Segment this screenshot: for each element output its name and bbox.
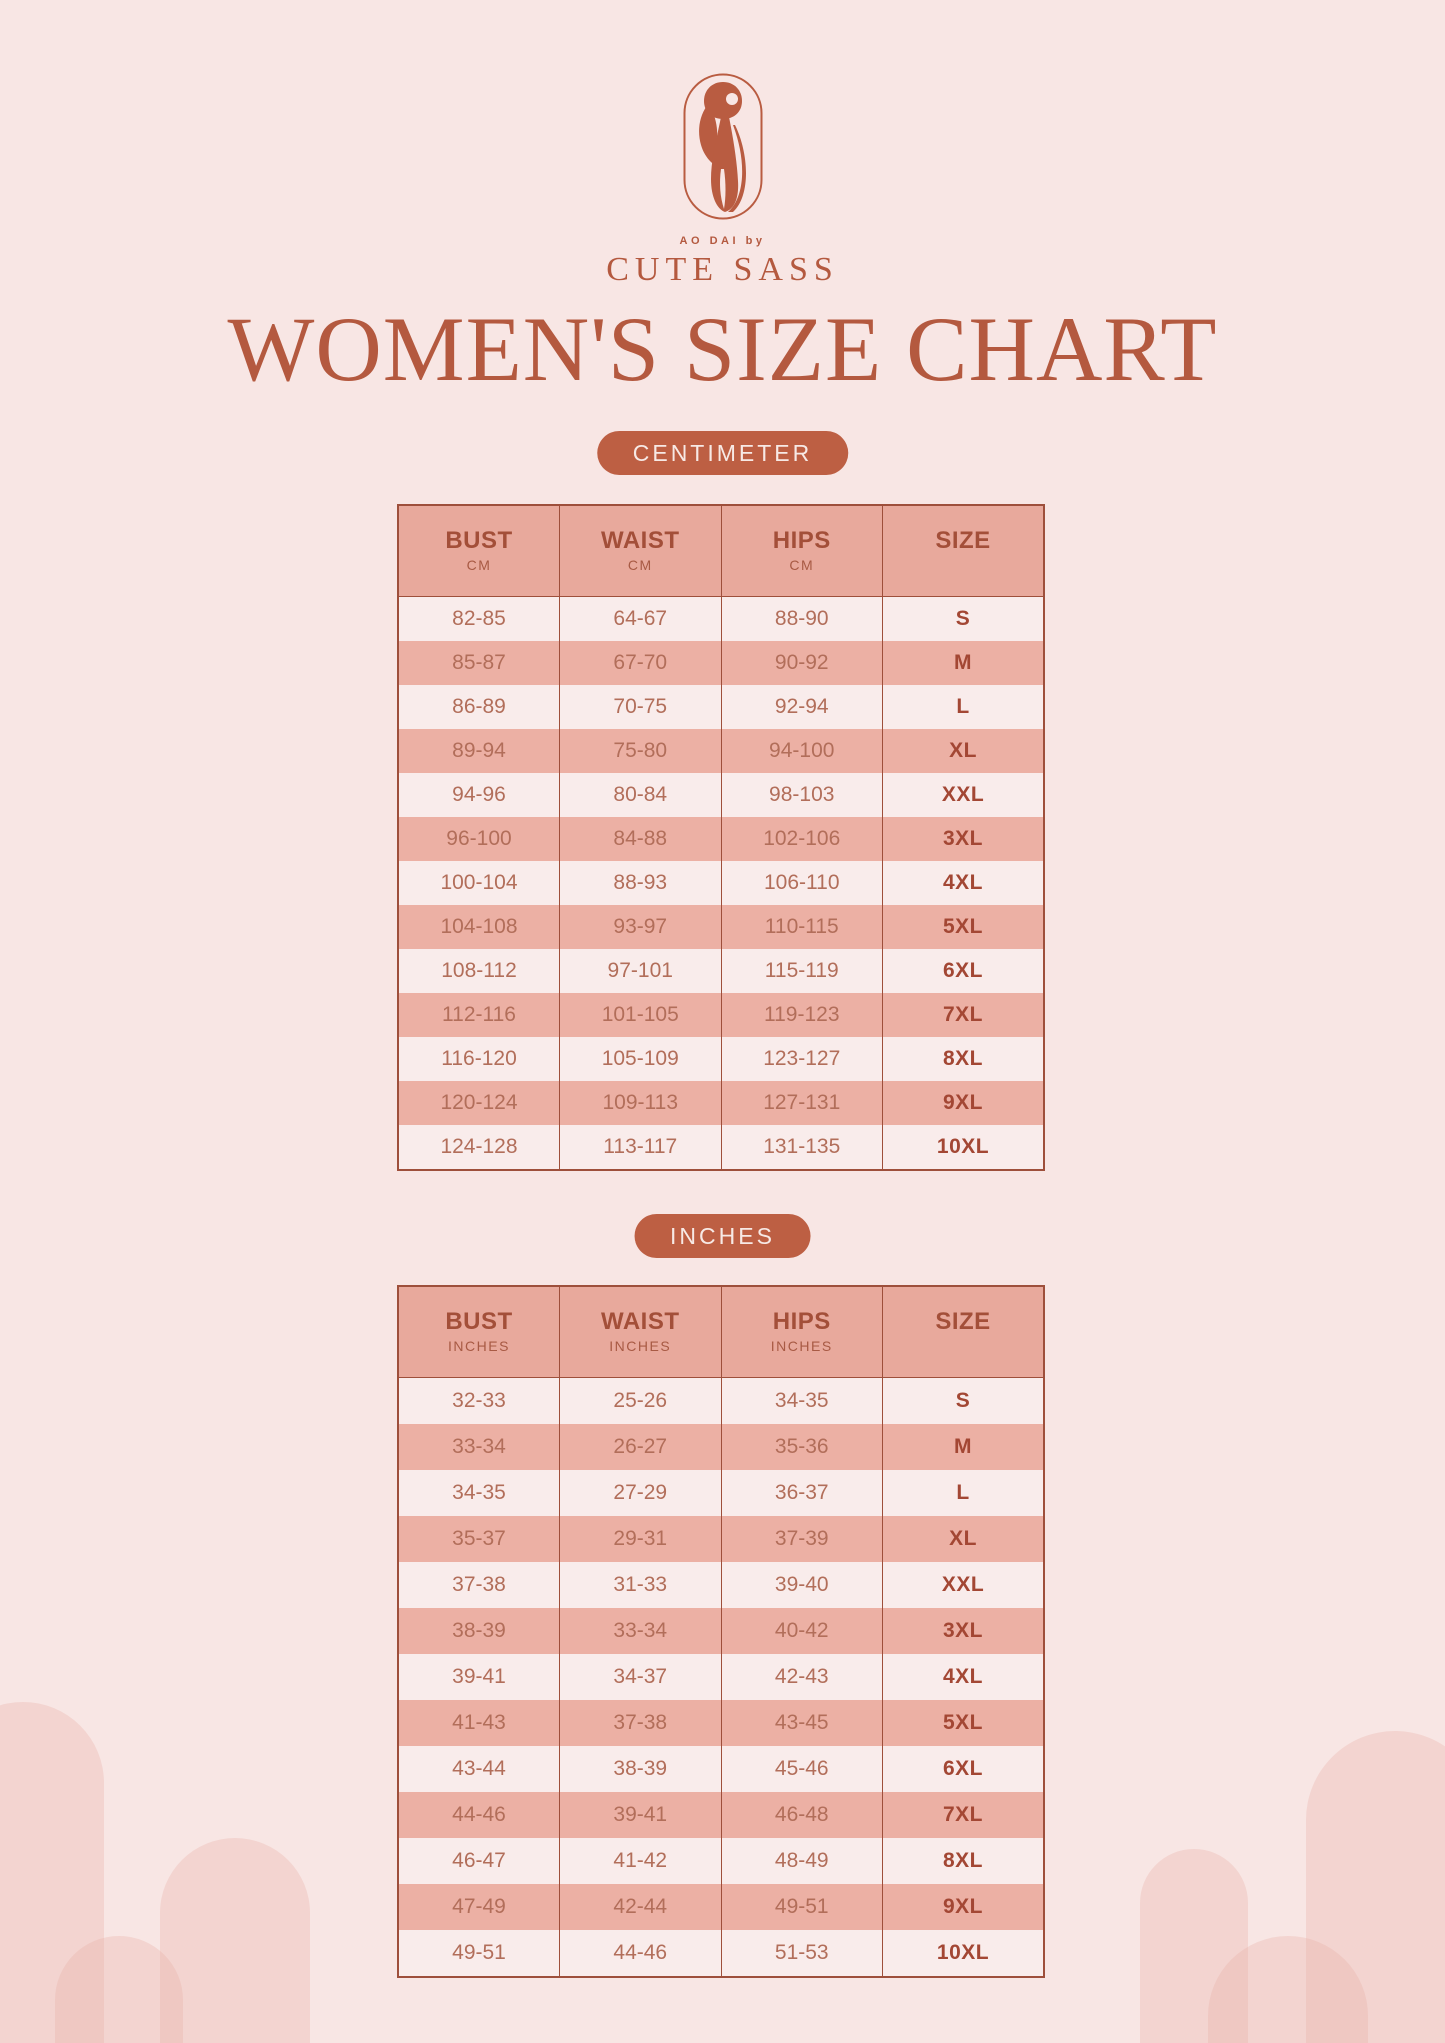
column-header-bust: BUST CM <box>398 505 560 597</box>
size-cell: 3XL <box>883 817 1045 861</box>
measurement-cell: 51-53 <box>721 1930 883 1977</box>
size-cell: 4XL <box>883 861 1045 905</box>
measurement-cell: 35-36 <box>721 1424 883 1470</box>
brand-name: CUTE SASS <box>606 251 839 288</box>
measurement-cell: 46-47 <box>398 1838 560 1884</box>
measurement-cell: 120-124 <box>398 1081 560 1125</box>
size-cell: XL <box>883 1516 1045 1562</box>
table-row <box>398 1608 1044 1654</box>
ao-dai-woman-logo-icon <box>683 73 763 225</box>
measurement-cell: 64-67 <box>560 597 722 642</box>
measurement-cell: 115-119 <box>721 949 883 993</box>
table-row <box>398 949 1044 993</box>
table-row <box>398 1838 1044 1884</box>
measurement-cell: 46-48 <box>721 1792 883 1838</box>
measurement-cell: 101-105 <box>560 993 722 1037</box>
measurement-cell: 32-33 <box>398 1378 560 1425</box>
table-row <box>398 993 1044 1037</box>
measurement-cell: 38-39 <box>398 1608 560 1654</box>
measurement-cell: 100-104 <box>398 861 560 905</box>
measurement-cell: 41-42 <box>560 1838 722 1884</box>
size-cell: 7XL <box>883 993 1045 1037</box>
column-header-waist: WAIST INCHES <box>560 1286 722 1378</box>
measurement-cell: 39-40 <box>721 1562 883 1608</box>
measurement-cell: 98-103 <box>721 773 883 817</box>
measurement-cell: 36-37 <box>721 1470 883 1516</box>
table-row <box>398 1792 1044 1838</box>
table-body <box>398 1378 1044 1978</box>
measurement-cell: 42-44 <box>560 1884 722 1930</box>
measurement-cell: 110-115 <box>721 905 883 949</box>
measurement-cell: 37-39 <box>721 1516 883 1562</box>
size-cell: 6XL <box>883 1746 1045 1792</box>
centimeter-badge: CENTIMETER <box>597 431 849 475</box>
size-cell: XXL <box>883 773 1045 817</box>
measurement-cell: 70-75 <box>560 685 722 729</box>
measurement-cell: 84-88 <box>560 817 722 861</box>
size-cell: 8XL <box>883 1037 1045 1081</box>
measurement-cell: 108-112 <box>398 949 560 993</box>
measurement-cell: 90-92 <box>721 641 883 685</box>
measurement-cell: 33-34 <box>560 1608 722 1654</box>
measurement-cell: 88-90 <box>721 597 883 642</box>
table-row <box>398 817 1044 861</box>
measurement-cell: 40-42 <box>721 1608 883 1654</box>
centimeter-size-table <box>397 504 1045 1171</box>
measurement-cell: 67-70 <box>560 641 722 685</box>
measurement-cell: 34-35 <box>721 1378 883 1425</box>
measurement-cell: 127-131 <box>721 1081 883 1125</box>
measurement-cell: 94-100 <box>721 729 883 773</box>
column-header-bust: BUST INCHES <box>398 1286 560 1378</box>
measurement-cell: 85-87 <box>398 641 560 685</box>
table-body <box>398 597 1044 1171</box>
measurement-cell: 113-117 <box>560 1125 722 1170</box>
measurement-cell: 37-38 <box>560 1700 722 1746</box>
table-header <box>398 1286 1044 1378</box>
column-header-size: SIZE <box>883 1286 1045 1378</box>
table-header <box>398 505 1044 597</box>
measurement-cell: 75-80 <box>560 729 722 773</box>
measurement-cell: 41-43 <box>398 1700 560 1746</box>
size-cell: S <box>883 1378 1045 1425</box>
measurement-cell: 44-46 <box>560 1930 722 1977</box>
measurement-cell: 104-108 <box>398 905 560 949</box>
table-row <box>398 1424 1044 1470</box>
measurement-cell: 89-94 <box>398 729 560 773</box>
table-row <box>398 1516 1044 1562</box>
measurement-cell: 38-39 <box>560 1746 722 1792</box>
measurement-cell: 124-128 <box>398 1125 560 1170</box>
measurement-cell: 34-35 <box>398 1470 560 1516</box>
table-row <box>398 685 1044 729</box>
measurement-cell: 25-26 <box>560 1378 722 1425</box>
measurement-cell: 93-97 <box>560 905 722 949</box>
size-cell: M <box>883 641 1045 685</box>
table-row <box>398 1037 1044 1081</box>
measurement-cell: 49-51 <box>398 1930 560 1977</box>
measurement-cell: 97-101 <box>560 949 722 993</box>
measurement-cell: 47-49 <box>398 1884 560 1930</box>
size-cell: 5XL <box>883 905 1045 949</box>
measurement-cell: 29-31 <box>560 1516 722 1562</box>
measurement-cell: 116-120 <box>398 1037 560 1081</box>
measurement-cell: 80-84 <box>560 773 722 817</box>
measurement-cell: 82-85 <box>398 597 560 642</box>
measurement-cell: 31-33 <box>560 1562 722 1608</box>
measurement-cell: 49-51 <box>721 1884 883 1930</box>
column-header-hips: HIPS INCHES <box>721 1286 883 1378</box>
measurement-cell: 26-27 <box>560 1424 722 1470</box>
table-row <box>398 1700 1044 1746</box>
measurement-cell: 105-109 <box>560 1037 722 1081</box>
size-cell: M <box>883 1424 1045 1470</box>
measurement-cell: 94-96 <box>398 773 560 817</box>
measurement-cell: 42-43 <box>721 1654 883 1700</box>
measurement-cell: 39-41 <box>560 1792 722 1838</box>
measurement-cell: 39-41 <box>398 1654 560 1700</box>
size-cell: 8XL <box>883 1838 1045 1884</box>
measurement-cell: 37-38 <box>398 1562 560 1608</box>
size-cell: 10XL <box>883 1930 1045 1977</box>
table-row <box>398 1081 1044 1125</box>
inches-size-table <box>397 1285 1045 1978</box>
page-title: WOMEN'S SIZE CHART <box>227 298 1218 400</box>
measurement-cell: 112-116 <box>398 993 560 1037</box>
size-cell: 6XL <box>883 949 1045 993</box>
size-cell: XL <box>883 729 1045 773</box>
table-row <box>398 1562 1044 1608</box>
brand-block <box>0 73 1445 289</box>
size-cell: 10XL <box>883 1125 1045 1170</box>
measurement-cell: 48-49 <box>721 1838 883 1884</box>
measurement-cell: 109-113 <box>560 1081 722 1125</box>
table-row <box>398 773 1044 817</box>
measurement-cell: 34-37 <box>560 1654 722 1700</box>
table-row <box>398 1884 1044 1930</box>
measurement-cell: 102-106 <box>721 817 883 861</box>
measurement-cell: 45-46 <box>721 1746 883 1792</box>
table-row <box>398 1930 1044 1977</box>
table-row <box>398 905 1044 949</box>
size-cell: 4XL <box>883 1654 1045 1700</box>
inches-badge: INCHES <box>634 1214 811 1258</box>
size-cell: S <box>883 597 1045 642</box>
measurement-cell: 33-34 <box>398 1424 560 1470</box>
measurement-cell: 43-45 <box>721 1700 883 1746</box>
size-cell: 7XL <box>883 1792 1045 1838</box>
size-cell: XXL <box>883 1562 1045 1608</box>
size-cell: L <box>883 685 1045 729</box>
column-header-waist: WAIST CM <box>560 505 722 597</box>
column-header-size: SIZE <box>883 505 1045 597</box>
table-row <box>398 1470 1044 1516</box>
table-row <box>398 861 1044 905</box>
measurement-cell: 44-46 <box>398 1792 560 1838</box>
measurement-cell: 27-29 <box>560 1470 722 1516</box>
measurement-cell: 119-123 <box>721 993 883 1037</box>
size-cell: L <box>883 1470 1045 1516</box>
table-row <box>398 1746 1044 1792</box>
measurement-cell: 43-44 <box>398 1746 560 1792</box>
size-cell: 9XL <box>883 1081 1045 1125</box>
measurement-cell: 106-110 <box>721 861 883 905</box>
table-row <box>398 1125 1044 1170</box>
table-row <box>398 1378 1044 1425</box>
brand-tagline: AO DAI by <box>679 235 766 247</box>
measurement-cell: 35-37 <box>398 1516 560 1562</box>
size-cell: 3XL <box>883 1608 1045 1654</box>
measurement-cell: 92-94 <box>721 685 883 729</box>
measurement-cell: 123-127 <box>721 1037 883 1081</box>
size-cell: 5XL <box>883 1700 1045 1746</box>
measurement-cell: 86-89 <box>398 685 560 729</box>
measurement-cell: 88-93 <box>560 861 722 905</box>
table-row <box>398 729 1044 773</box>
measurement-cell: 131-135 <box>721 1125 883 1170</box>
measurement-cell: 96-100 <box>398 817 560 861</box>
table-row <box>398 597 1044 642</box>
column-header-hips: HIPS CM <box>721 505 883 597</box>
table-row <box>398 641 1044 685</box>
table-row <box>398 1654 1044 1700</box>
size-cell: 9XL <box>883 1884 1045 1930</box>
